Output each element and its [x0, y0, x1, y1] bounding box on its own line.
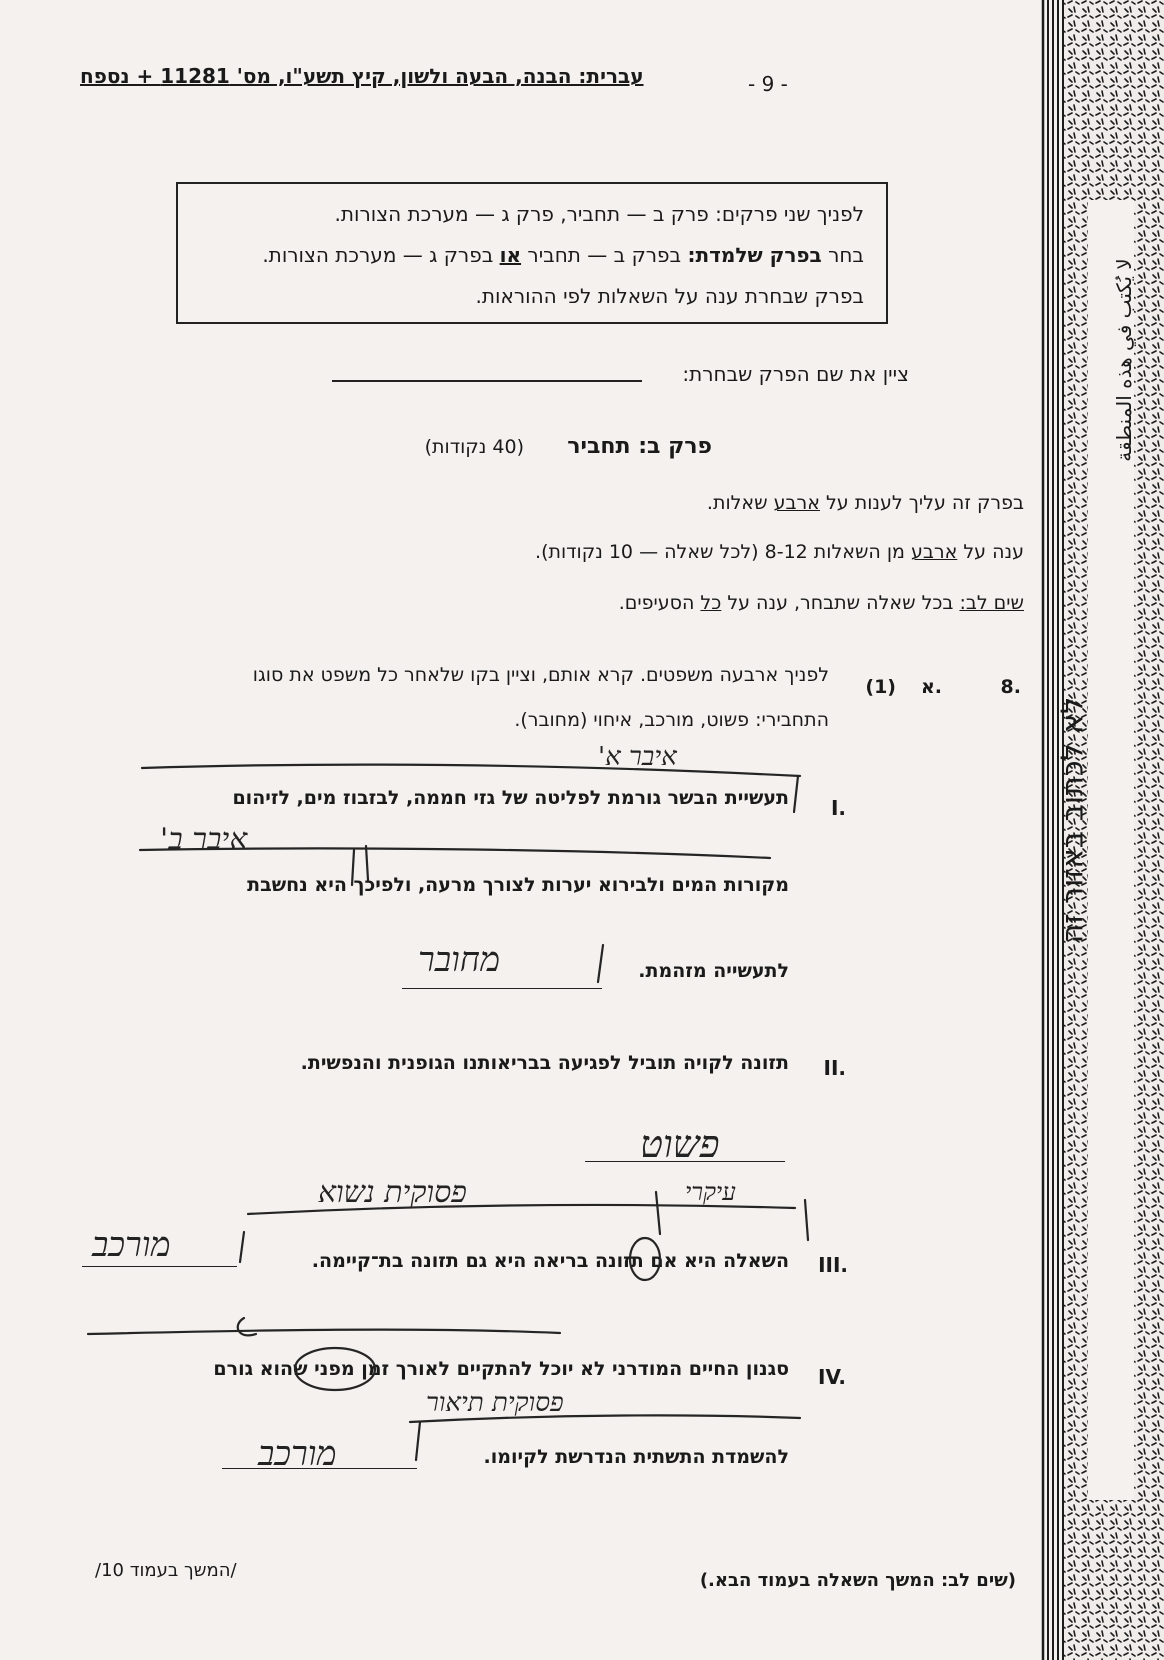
sentence-2-line-1: תזונה לקויה תוביל לפגיעה בבריאותנו הגופנית והנפשית. — [300, 1052, 789, 1074]
stroke-bracket-ever-a — [142, 765, 800, 776]
hand-s4-answer: מורכב — [258, 1434, 337, 1474]
hand-s1-answer: מחובר — [418, 940, 501, 980]
sentence-4-label: IV. — [818, 1365, 846, 1389]
hand-ikari: עיקרי — [685, 1178, 736, 1206]
hand-psukit-nosse: פסוקית נשוא — [318, 1175, 467, 1210]
stroke-hook-s4 — [238, 1318, 256, 1335]
instructions-line-2-or: או — [499, 243, 522, 267]
ci1-b: שאלות. — [706, 492, 774, 514]
chapter-title: פרק ב: תחביר — [567, 434, 712, 459]
stroke-tick-s3-a — [656, 1192, 660, 1234]
sentence-4-line-2: להשמדת התשתית הנדרשת לקיומו. — [483, 1446, 789, 1468]
ci3-a: בכל שאלה שתבחר, ענה על — [721, 592, 960, 614]
footer-note: (שים לב: המשך השאלה בעמוד הבא.) — [699, 1570, 1016, 1591]
stroke-tick-ever-b-1 — [366, 846, 368, 880]
sentence-1-line-1: תעשיית הבשר גורמת לפליטה של גזי חממה, לבזבוז מים, לזיהום — [232, 787, 789, 809]
stroke-tick-s3-b — [805, 1200, 808, 1240]
sentence-3-line-1: השאלה היא אם תזונה בריאה היא גם תזונה בת־קיימה. — [311, 1250, 789, 1272]
sentence-1-line-3: לתעשייה מזהמת. — [638, 960, 789, 982]
question-text-line-2: התחבירי: פשוט, מורכב, איחוי (מחובר). — [514, 709, 829, 731]
chapter-choice-label: ציין את שם הפרק שבחרת: — [682, 362, 909, 386]
stroke-tick-ever-b-2 — [352, 850, 354, 885]
margin-strip-text-arabic: لا يُكتب في هذه المنطقة — [1112, 258, 1136, 462]
instructions-line-2-b: בפרק ב — תחביר — [521, 243, 688, 267]
hand-s3-answer: מורכב — [92, 1225, 171, 1265]
sentence-3-label: III. — [818, 1253, 848, 1277]
ci3-b: הסעיפים. — [618, 592, 701, 614]
ci2-u: ארבע — [911, 541, 958, 563]
question-sub: (1) — [865, 676, 896, 698]
footer-continue: /המשך בעמוד 10/ — [95, 1560, 237, 1581]
page-number: - 9 - — [748, 72, 788, 96]
question-text-line-1: לפניך ארבעה משפטים. קרא אותם, וציין בקו שלאחר כל משפט את סוגו — [252, 664, 829, 686]
instructions-line-3: בפרק שבחרת ענה על השאלות לפי ההוראות. — [475, 284, 864, 308]
stroke-tick-s4 — [416, 1422, 420, 1460]
exam-title: עברית: הבנה, הבעה ולשון, קיץ תשע"ו, מס' 11281 + נספח — [80, 64, 644, 88]
ci1-a: בפרק זה עליך לענות על — [819, 492, 1024, 514]
hand-ever-b: איבר ב' — [160, 822, 248, 857]
margin-strip-text: לא לכתוב באזור זה — [1055, 696, 1091, 944]
stroke-tick-s3-c — [240, 1232, 244, 1262]
instructions-line-1: לפניך שני פרקים: פרק ב — תחביר, פרק ג — מערכת הצורות. — [334, 202, 864, 226]
sentence-1-line-2: מקורות המים ולבירוא יערות לצורך מרעה, ולפיכך היא נחשבת — [247, 874, 789, 896]
instructions-line-2-bold: בפרק שלמדת: — [687, 243, 822, 267]
stroke-circle-im — [630, 1238, 660, 1280]
stroke-circle-mipnei — [295, 1348, 375, 1390]
question-part: א. — [920, 676, 942, 698]
stroke-bracket-s4 — [88, 1330, 560, 1334]
hand-ever-a: איבר א' — [598, 742, 677, 772]
sentence-4-line-1: סגנון החיים המודרני לא יוכל להתקיים לאורך זמן מפני שהוא גורם — [213, 1358, 789, 1380]
instructions-line-2-c: בפרק ג — מערכת הצורות. — [262, 243, 500, 267]
sentence-2-label: II. — [823, 1056, 846, 1080]
hand-psukit-teur: פסוקית תיאור — [426, 1388, 564, 1418]
hand-s2-answer: פשוט — [640, 1122, 720, 1166]
ci2-a: ענה על — [957, 541, 1024, 563]
ci3-label: שים לב: — [959, 592, 1024, 614]
ci3-u: כל — [700, 592, 722, 614]
chapter-points: (40 נקודות) — [424, 436, 524, 458]
ci1-u: ארבע — [773, 492, 820, 514]
instructions-line-2-a: בחר — [821, 243, 864, 267]
stroke-tick-s1 — [598, 945, 603, 982]
question-number: 8. — [1000, 676, 1021, 698]
sentence-1-label: I. — [830, 796, 846, 820]
stroke-tick-ever-a — [794, 776, 798, 812]
ci2-b: מן השאלות 8-12 (לכל שאלה — 10 נקודות). — [535, 541, 911, 563]
